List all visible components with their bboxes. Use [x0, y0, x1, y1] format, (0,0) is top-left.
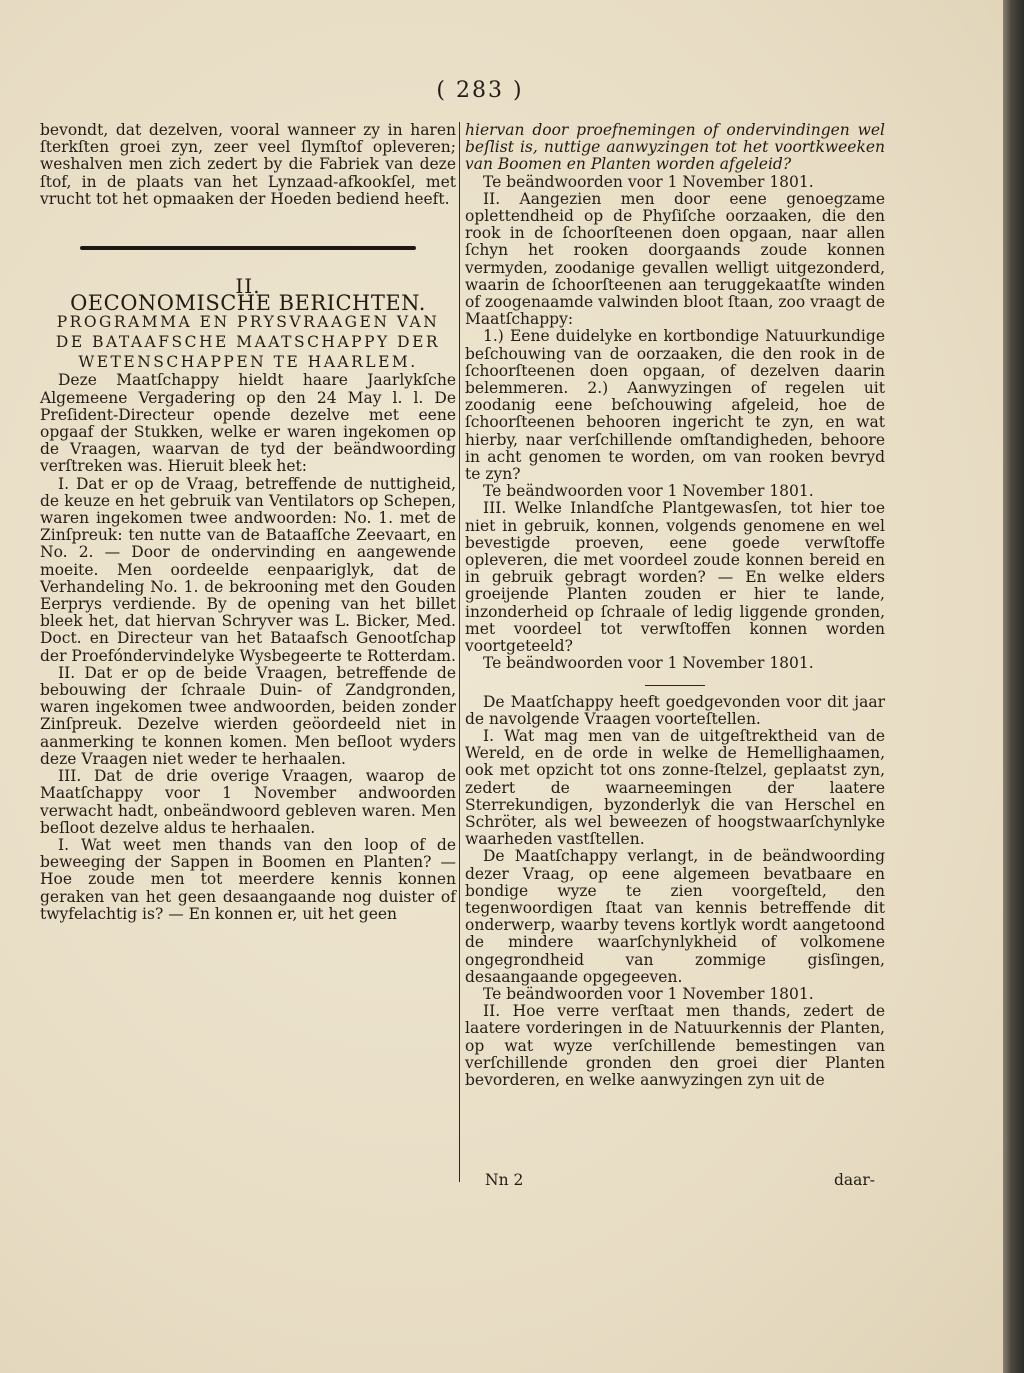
left-paragraph: Deze Maatſchappy hieldt haare Jaarlykſche Algemeene Vergadering op den 24 May l. l. De Preſident-Directeur opende dezelve met eene opgaaf der Stukken, welke er waren ingekomen op de Vraagen, waarvan de tyd der beändwoording verſtreken was. Hieruit bleek het: — [40, 371, 456, 476]
left-paragraph: III. Dat de drie overige Vraagen, waarop de Maatſchappy voor 1 November andwoorden verwacht hadt, onbeändwoord gebleven waren. Men beſloot dezelve aldus te herhaalen. — [40, 767, 456, 837]
deadline-text: Te beändwoorden voor 1 November 1801. — [483, 482, 814, 501]
right-paragraph: De Maatſchappy verlangt, in de beändwoording dezer Vraag, op eene algemeen bevatbaare en bondige wyze te zien voorgeſteld, den tegenwoordigen ſtaat van kennis betreffende dit onderwerp, waarby tevens kortlyk wordt aangetoond de mindere waarſchynlykheid of volkomene ongegrondheid van zommige gisſingen, desaangaande opgegeeven. — [465, 847, 885, 986]
left-paragraph: II. Dat er op de beide Vraagen, betreffende de bebouwing der ſchraale Duin- of Zandgronden, waren ingekomen twee andwoorden, beiden zonder Zinſpreuk. Dezelve wierden geöordeeld niet in aanmerking te konnen komen. Men beſloot wyders deze Vraagen niet weder te herhaalen. — [40, 663, 456, 768]
signature-mark: Nn 2 — [485, 1171, 524, 1189]
left-paragraph: I. Wat weet men thands van den loop of de beweeging der Sappen in Boomen en Planten? — Hoe zoude men tot meerdere kennis konnen geraken van het geen desaangaande nog duister of twyfelachtig is? — En konnen er, uit het geen — [40, 835, 456, 923]
program-heading: PROGRAMMA EN PRYSVRAAGEN VAN DE BATAAFSCHE MAATSCHAPPY DER WETENSCHAPPEN TE HAARLEM. — [55, 313, 441, 372]
page-edge-shadow — [1003, 0, 1024, 1373]
left-paragraph: I. Dat er op de Vraag, betreffende de nuttigheid, de keuze en het gebruik van Ventilators op Schepen, waren ingekomen twee andwoorden: No. 1. met de Zinſpreuk: ten nutte van de Bataafſche Zeevaart, en No. 2. — Door de ondervinding en aangewende moeite. Men oordeelde eenpaariglyk, dat de Verhandeling No. 1. de bekrooning met den Gouden Eerprys verdiende. By de opening van het billet bleek het, dat hiervan Schryver was L. Bicker, Med. Doct. en Directeur van het Bataafsch Genootſchap der Proefóndervindelyke Wysbegeerte te Rotterdam. — [40, 474, 456, 665]
section-rule — [80, 246, 416, 250]
deadline-text: Te beändwoorden voor 1 November 1801. — [483, 654, 814, 673]
deadline-text: Te beändwoorden voor 1 November 1801. — [483, 172, 814, 191]
catchword: daar- — [833, 1171, 875, 1189]
right-paragraph: II. Aangezien men door eene genoegzame oplettendheid op de Phyſiſche oorzaaken, die den rook in de ſchoorſteenen doen opgaan, naar allen ſchyn het rooken doorgaands zoude konnen vermyden, zoodanige gevallen welligt uitgezonderd, waarin de ſchoorſteenen aan teruggekaatſte winden of zoogenaamde valwinden bloot ſtaan, zoo vraagt de Maatſchappy: — [465, 189, 885, 329]
right-column — [465, 122, 885, 1089]
small-rule — [645, 685, 705, 686]
right-paragraph: 1.) Eene duidelyke en kortbondige Natuurkundige beſchouwing van de oorzaaken, die den rook in de ſchoorſteenen doen opgaan, of dezelven daarin belemmeren. 2.) Aanwyzingen of regelen uit zoodanig eene beſchouwing afgeleid, hoe de ſchoorſteenen behooren ingericht te zyn, en wat hierby, naar verſchillende omſtandigheden, behoore in acht genomen te worden, om van rooken bevryd te zyn? — [465, 327, 885, 484]
right-paragraph: III. Welke Inlandſche Plantgewasſen, tot hier toe niet in gebruik, konnen, volgends genomene en wel bevestigde proeven, eene goede verwſtoffe opleveren, die met voordeel zoude konnen bereid en in gebruik gebragt worden? — En welke elders groeijende Planten zouden er hier te lande, inzonderheid op ſchraale of ledig liggende gronden, met voordeel tot verwſtoffen konnen worden voortgeteeld? — [465, 499, 885, 656]
column-divider — [459, 122, 460, 1182]
left-column — [40, 122, 456, 923]
right-paragraph: I. Wat mag men van de uitgeſtrektheid van de Wereld, en de orde in welke de Hemellighaamen, ook met opzicht tot ons zonne-ſtelzel, geplaatst zyn, zedert de waarneemingen der laatere Sterrekundigen, byzonderlyk die van Herschel en Schröter, als wel beweezen of hoogstwaarſchynlyke waarheden vastſtellen. — [465, 726, 885, 849]
left-top-text: bevondt, dat dezelven, vooral wanneer zy in haren ſterkſten groei zyn, zeer veel ſlymſtof opleveren; weshalven men zich zedert by die Fabriek van deze ſtof, in de plaats van het Lynzaad-afkookſel, met vrucht tot het opmaaken der Hoeden bediend heeft. — [40, 121, 456, 208]
section-number: II. — [235, 274, 261, 299]
section-title: OECONOMISCHE BERICHTEN. — [70, 291, 426, 316]
deadline-text: Te beändwoorden voor 1 November 1801. — [483, 984, 814, 1003]
right-paragraph: hiervan door proefnemingen of ondervindingen wel beſlist is, nuttige aanwyzingen tot het voortkweeken van Boomen en Planten worden afgeleid? — [465, 121, 885, 174]
right-paragraph: II. Hoe verre verſtaat men thands, zedert de laatere vorderingen in de Natuurkennis der Planten, op wat wyze verſchillende bemestingen van verſchillende gronden den groei dier Planten bevorderen, en welke aanwyzingen zyn uit de — [465, 1002, 885, 1089]
page-number: ( 283 ) — [436, 78, 524, 103]
right-paragraph: De Maatſchappy heeft goedgevonden voor dit jaar de navolgende Vraagen voorteſtellen. — [465, 692, 885, 728]
